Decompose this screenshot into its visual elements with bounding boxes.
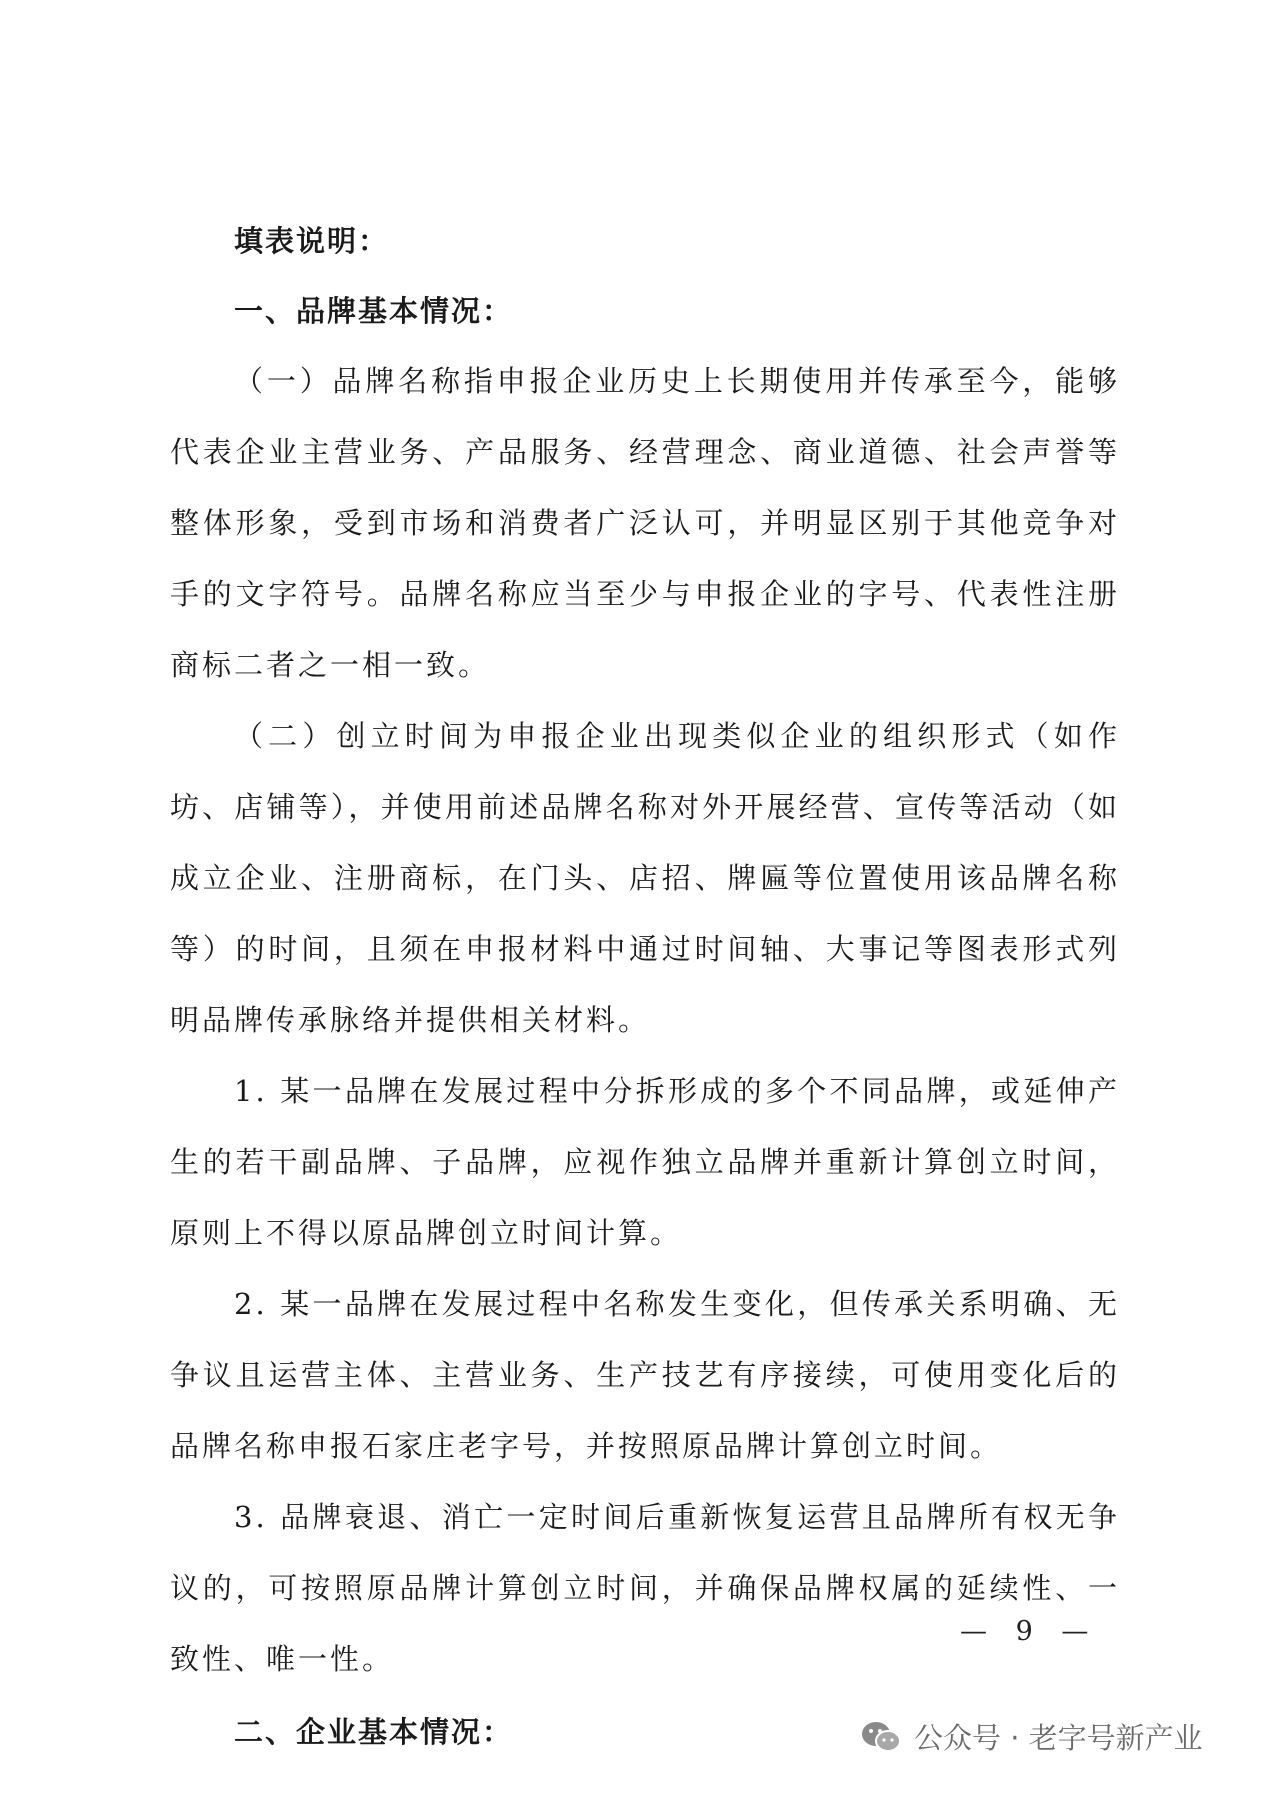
paragraph-item-2: 2. 某一品牌在发展过程中名称发生变化，但传承关系明确、无争议且运营主体、主营业务、生产技艺有序接续，可使用变化后的品牌名称申报石家庄老字号，并按照原品牌计算创立时间。	[170, 1287, 1120, 1463]
wechat-icon	[860, 1719, 902, 1755]
form-instructions-title: 填表说明：	[234, 224, 390, 258]
paragraph-item-1: 1. 某一品牌在发展过程中分拆形成的多个不同品牌，或延伸产生的若干副品牌、子品牌，应视作独立品牌并重新计算创立时间，原则上不得以原品牌创立时间计算。	[170, 1074, 1120, 1250]
paragraph-item-3: 3. 品牌衰退、消亡一定时间后重新恢复运营且品牌所有权无争议的，可按照原品牌计算创立时间，并确保品牌权属的延续性、一致性、唯一性。	[170, 1500, 1120, 1676]
paragraph-founding-time: （二）创立时间为申报企业出现类似企业的组织形式（如作坊、店铺等），并使用前述品牌名称对外开展经营、宣传等活动（如成立企业、注册商标，在门头、店招、牌匾等位置使用该品牌名称等）的时间，且须在申报材料中通过时间轴、大事记等图表形式列明品牌传承脉络并提供相关材料。	[170, 719, 1120, 1037]
section-heading-enterprise: 二、企业基本情况：	[234, 1715, 514, 1749]
paragraph-brand-name: （一）品牌名称指申报企业历史上长期使用并传承至今，能够代表企业主营业务、产品服务、经营理念、商业道德、社会声誉等整体形象，受到市场和消费者广泛认可，并明显区别于其他竞争对手的文字符号。品牌名称应当至少与申报企业的字号、代表性注册商标二者之一相一致。	[170, 364, 1120, 682]
watermark-text: 公众号 · 老字号新产业	[914, 1721, 1203, 1755]
section-heading-brand: 一、品牌基本情况：	[234, 294, 514, 328]
document-body	[170, 206, 1120, 1767]
watermark	[860, 1716, 1203, 1757]
page-number: — 9 —	[960, 1616, 1099, 1647]
